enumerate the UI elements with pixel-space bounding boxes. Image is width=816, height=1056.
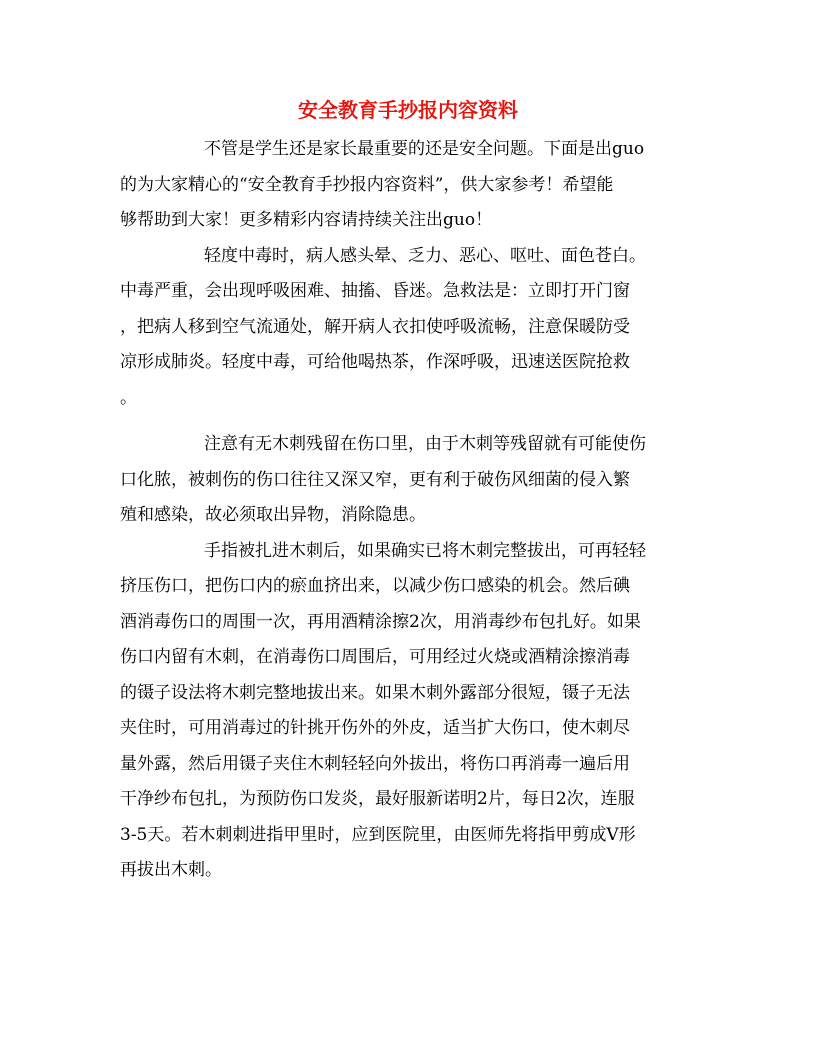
paragraph-line: 殖和感染，故必须取出异物，消除隐患。: [120, 505, 426, 525]
paragraph-line: 凉形成肺炎。轻度中毒，可给他喝热茶，作深呼吸，迅速送医院抢救: [120, 352, 630, 372]
paragraph-line: 量外露，然后用镊子夹住木刺轻轻向外拔出，将伤口再消毒一遍后用: [120, 753, 630, 774]
paragraph-line: 酒消毒伤口的周围一次，再用酒精涂擦2次，用消毒纱布包扎好。如果: [120, 611, 641, 632]
paragraph-line: 夹住时，可用消毒过的针挑开伤外的外皮，适当扩大伤口，使木刺尽: [120, 718, 630, 738]
paragraph-line: 3-5天。若木刺刺进指甲里时，应到医院里，由医师先将指甲剪成V形: [120, 824, 636, 845]
paragraph-splinter-warning: [120, 427, 696, 534]
paragraph-splinter-treatment: [120, 534, 696, 889]
paragraph-line: 伤口内留有木刺，在消毒伤口周围后，可用经过火烧或酒精涂擦消毒: [120, 647, 630, 667]
paragraph-line: 再拔出木刺。: [120, 860, 222, 880]
paragraph-line: 挤压伤口，把伤口内的瘀血挤出来，以减少伤口感染的机会。然后碘: [120, 576, 630, 596]
paragraph-line: 的镊子设法将木刺完整地拔出来。如果木刺外露部分很短，镊子无法: [120, 682, 630, 703]
paragraph-line: 。: [120, 387, 137, 408]
paragraph-line: 的为大家精心的“安全教育手抄报内容资料”，供大家参考！希望能: [120, 174, 614, 195]
paragraph-line: ，把病人移到空气流通处，解开病人衣扣使呼吸流畅，注意保暖防受: [120, 316, 630, 337]
paragraph-intro: [120, 132, 696, 239]
paragraph-line: 注意有无木刺残留在伤口里，由于木刺等残留就有可能使伤: [204, 434, 646, 454]
paragraph-line: 够帮助到大家！更多精彩内容请持续关注出guo！: [120, 210, 493, 230]
paragraph-line: 轻度中毒时，病人感头晕、乏力、恶心、呕吐、面色苍白。: [204, 245, 646, 266]
paragraph-line: 口化脓，被刺伤的伤口往往又深又窄，更有利于破伤风细菌的侵入繁: [120, 469, 630, 490]
paragraph-line: 不管是学生还是家长最重要的还是安全问题。下面是出guo: [204, 139, 645, 159]
paragraph-line: 中毒严重，会出现呼吸困难、抽搐、昏迷。急救法是：立即打开门窗: [120, 281, 630, 301]
paragraph-line: 干净纱布包扎，为预防伤口发炎，最好服新诺明2片，每日2次，连服: [120, 789, 635, 809]
paragraph-poisoning: [120, 239, 696, 417]
document-body: [120, 132, 696, 889]
paragraph-line: 手指被扎进木刺后，如果确实已将木刺完整拔出，可再轻轻: [204, 540, 646, 561]
document-title: 安全教育手抄报内容资料: [298, 98, 518, 122]
